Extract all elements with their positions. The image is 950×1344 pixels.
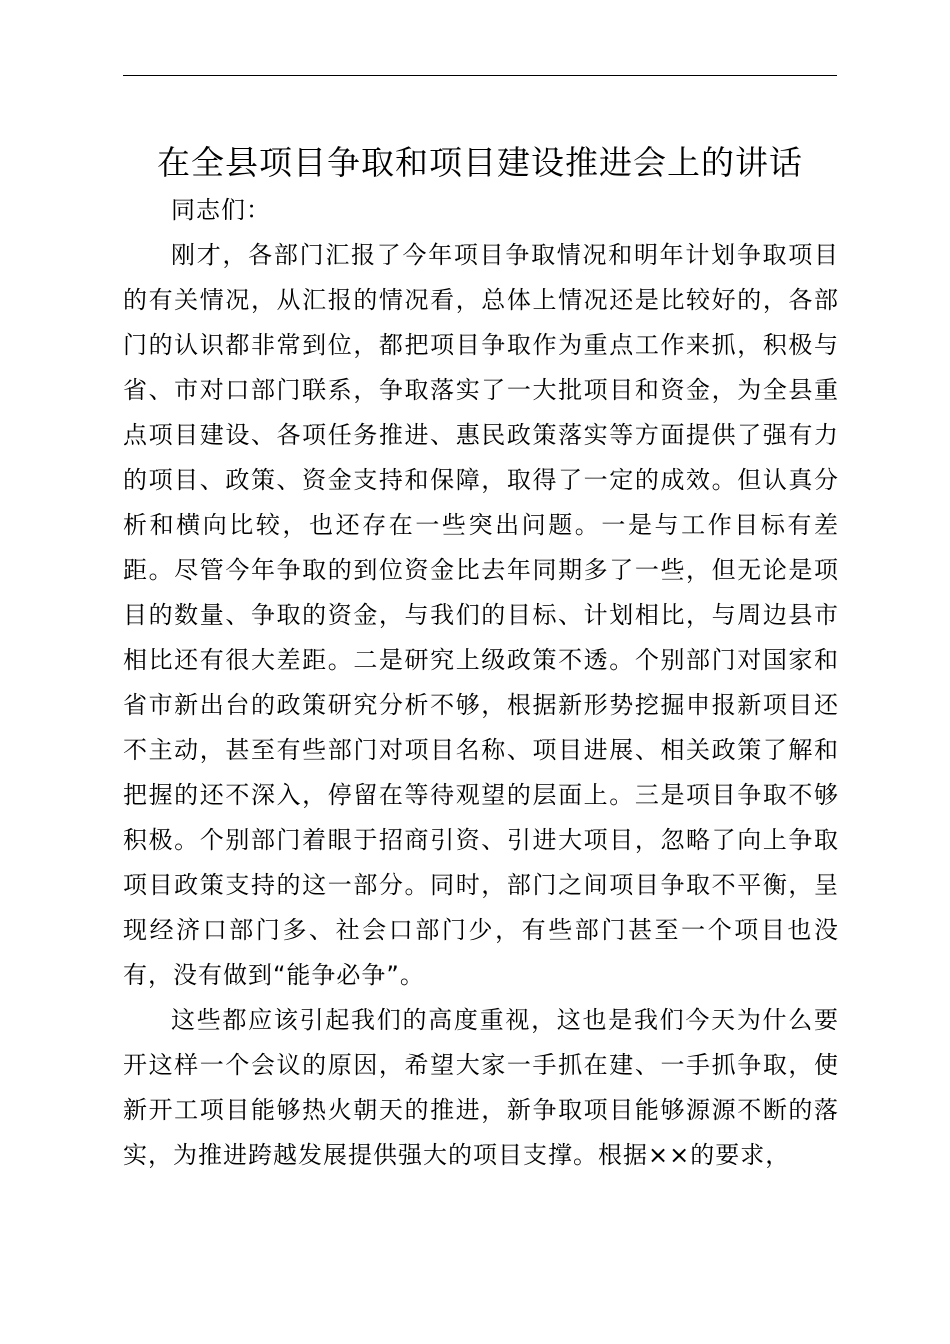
salutation: 同志们：: [171, 196, 271, 224]
paragraph: 刚才，各部门汇报了今年项目争取情况和明年计划争取项目的有关情况，从汇报的情况看，总体上情况还是比较好的，各部门的认识都非常到位，都把项目争取作为重点工作来抓，积极与省、市对口部门联系，争取落实了一大批项目和资金，为全县重点项目建设、各项任务推进、惠民政策落实等方面提供了强有力的项目、政策、资金支持和保障，取得了一定的成效。但认真分析和横向比较，也还存在一些突出问题。一是与工作目标有差距。尽管今年争取的到位资金比去年同期多了一些，但无论是项目的数量、争取的资金，与我们的目标、计划相比，与周边县市相比还有很大差距。二是研究上级政策不透。个别部门对国家和省市新出台的政策研究分析不够，根据新形势挖掘申报新项目还不主动，甚至有些部门对项目名称、项目进展、相关政策了解和把握的还不深入，停留在等待观望的层面上。三是项目争取不够积极。个别部门着眼于招商引资、引进大项目，忽略了向上争取项目政策支持的这一部分。同时，部门之间项目争取不平衡，呈现经济口部门多、社会口部门少，有些部门甚至一个项目也没有，没有做到“能争必争”。: [123, 241, 839, 989]
header-rule: [123, 75, 837, 76]
paragraph: 这些都应该引起我们的高度重视，这也是我们今天为什么要开这样一个会议的原因，希望大家一手抓在建、一手抓争取，使新开工项目能够热火朝天的推进，新争取项目能够源源不断的落实，为推进跨越发展提供强大的项目支撑。根据××的要求，: [123, 1006, 839, 1169]
document-title: 在全县项目争取和项目建设推进会上的讲话: [157, 143, 803, 182]
document-body: [123, 188, 839, 1178]
